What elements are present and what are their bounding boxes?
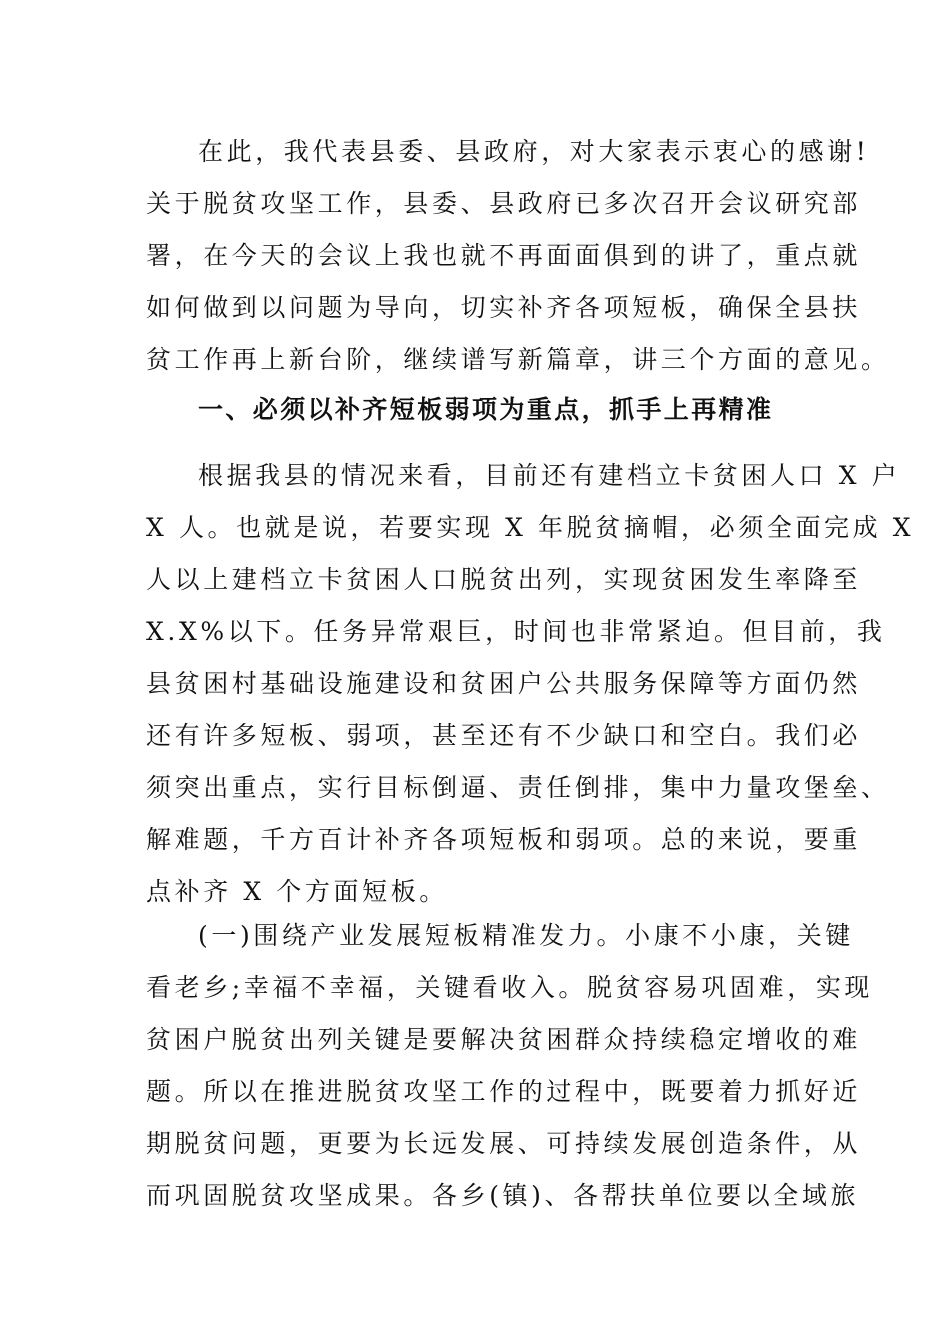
paragraph-line: 如何做到以问题为导向，切实补齐各项短板，确保全县扶: [146, 293, 862, 322]
paragraph-line: 在此，我代表县委、县政府，对大家表示衷心的感谢!: [198, 137, 870, 166]
paragraph-thanks: [146, 126, 890, 386]
paragraph-line: 贫工作再上新台阶，继续谱写新篇章，讲三个方面的意见。: [146, 345, 890, 374]
paragraph-line: (一)围绕产业发展短板精准发力。小康不小康，关键: [198, 921, 854, 950]
paragraph-line: 贫困户脱贫出列关键是要解决贫困群众持续稳定增收的难: [146, 1025, 862, 1054]
section-heading: [146, 384, 802, 436]
paragraph-situation: [146, 450, 915, 918]
paragraph-line: 根据我县的情况来看，目前还有建档立卡贫困人口 X 户: [198, 461, 901, 490]
paragraph-line: 题。所以在推进脱贫攻坚工作的过程中，既要着力抓好近: [146, 1077, 862, 1106]
section-heading-text: 一、必须以补齐短板弱项为重点，抓手上再精准: [198, 395, 774, 424]
paragraph-line: X 人。也就是说，若要实现 X 年脱贫摘帽，必须全面完成 X: [146, 513, 915, 542]
paragraph-line: 县贫困村基础设施建设和贫困户公共服务保障等方面仍然: [146, 669, 862, 698]
paragraph-line: 而巩固脱贫攻坚成果。各乡(镇)、各帮扶单位要以全域旅: [146, 1181, 860, 1210]
paragraph-line: 须突出重点，实行目标倒逼、责任倒排，集中力量攻堡垒、: [146, 773, 890, 802]
paragraph-line: 人以上建档立卡贫困人口脱贫出列，实现贫困发生率降至: [146, 565, 862, 594]
paragraph-line: 署，在今天的会议上我也就不再面面俱到的讲了，重点就: [146, 241, 862, 270]
paragraph-line: 点补齐 X 个方面短板。: [146, 877, 448, 906]
paragraph-line: 还有许多短板、弱项，甚至还有不少缺口和空白。我们必: [146, 721, 862, 750]
paragraph-line: 解难题，千方百计补齐各项短板和弱项。总的来说，要重: [146, 825, 862, 854]
paragraph-line: X.X%以下。任务异常艰巨，时间也非常紧迫。但目前，我: [146, 617, 886, 646]
paragraph-industry: [146, 910, 874, 1222]
paragraph-line: 期脱贫问题，更要为长远发展、可持续发展创造条件，从: [146, 1129, 862, 1158]
paragraph-line: 关于脱贫攻坚工作，县委、县政府已多次召开会议研究部: [146, 189, 862, 218]
paragraph-line: 看老乡;幸福不幸福，关键看收入。脱贫容易巩固难，实现: [146, 973, 874, 1002]
